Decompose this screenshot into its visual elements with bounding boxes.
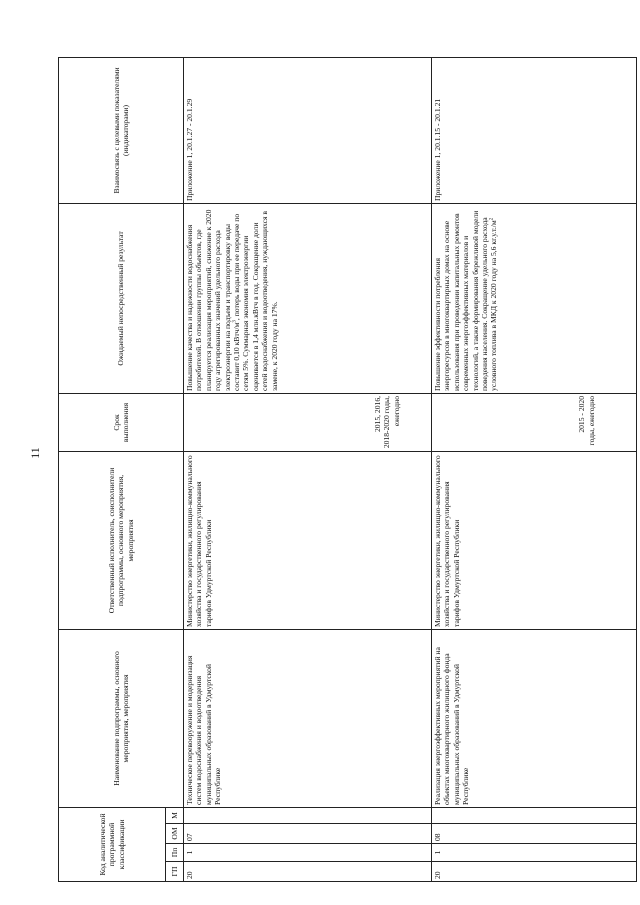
rotated-table-area — [58, 58, 596, 882]
header-gp: ГП — [166, 862, 184, 882]
cell-executor: Министерство энергетики, жилищно-коммунального хозяйства и государственного регулирования тарифов Удмуртской Республики — [432, 451, 637, 629]
table-row — [432, 57, 637, 881]
result-text: Повышение эффективности потребления энергоресурсов в многоквартирных домах на основе использования при проведении капитальных ремонтов современных энергоэффективных материалов и технологий, а также формирования бережливой модели поведения населения. Сокращение удельного расхода условного топлива в МКД к 2020 году на 5,6 кг.у.т./м — [433, 210, 499, 391]
rotated-table-container — [58, 58, 596, 882]
header-om: ОМ — [166, 824, 184, 844]
header-result: Ожидаемый непосредственный результат — [59, 203, 184, 393]
cell-om: 08 — [432, 824, 637, 844]
table-row — [184, 57, 432, 881]
cell-name: Реализация энергоэффективных мероприятий на объектах многоквартирного жилищного фонда муниципальных образований в Удмуртской Республике — [432, 629, 637, 807]
result-text-cont: , потерь воды при ее передаче по сетям 5%. Суммарная экономия электроэнергии оценивается в 1,4 млн.кВтч в год. Сокращение доли сетей водоснабжения и водоотведения, нуждающихся в замене, к 2020 году на 17%. — [232, 211, 279, 391]
result-superscript: 2 — [489, 217, 495, 221]
header-name: Наименование подпрограммы, основного мероприятия, мероприятия — [59, 629, 184, 807]
cell-indicators: Приложение 1, 20.1.15 - 20.1.21 — [432, 57, 637, 203]
result-superscript: 3 — [232, 320, 238, 323]
cell-m — [432, 807, 637, 823]
cell-result — [432, 203, 637, 393]
cell-deadline: 2015 - 2020 годы, ежегодно — [432, 393, 637, 451]
cell-m — [184, 807, 432, 823]
cell-result — [184, 203, 432, 393]
cell-gp: 20 — [432, 862, 637, 882]
header-pp: Пп — [166, 844, 184, 862]
cell-pp: 1 — [432, 844, 637, 862]
header-m: М — [166, 807, 184, 823]
cell-deadline: 2015, 2016, 2018-2020 годы, ежегодно — [184, 393, 432, 451]
header-indicators: Взаимосвязь с целевыми показателями (индикаторами) — [59, 57, 184, 203]
header-row — [59, 57, 166, 881]
header-code-group: Код аналитической программной классификации — [59, 807, 166, 881]
page-number: 11 — [28, 447, 42, 459]
cell-name: Техническое перевооружение и модернизация систем водоснабжения и водоотведения муниципальных образований в Удмуртской Республике — [184, 629, 432, 807]
header-deadline: Срок выполнения — [59, 393, 184, 451]
cell-pp: 1 — [184, 844, 432, 862]
cell-om: 07 — [184, 824, 432, 844]
cell-indicators: Приложение 1, 20.1.27 - 20.1.29 — [184, 57, 432, 203]
program-activities-table — [58, 57, 637, 882]
cell-executor: Министерство энергетики, жилищно-коммунального хозяйства и государственного регулирования тарифов Удмуртской Республики — [184, 451, 432, 629]
header-executor: Ответственный исполнитель, соисполнители подпрограммы, основного мероприятия, мероприятия — [59, 451, 184, 629]
cell-gp: 20 — [184, 862, 432, 882]
result-text: Повышение качества и надежности водоснабжения потребителей. В отношении группы объектов, где планируется реализация мероприятий, снижение к 2020 году агрегированных значений удельного расхода электроэнергии на подъем и транспортировку воды составит 0,10 кВтч/м — [185, 209, 242, 391]
